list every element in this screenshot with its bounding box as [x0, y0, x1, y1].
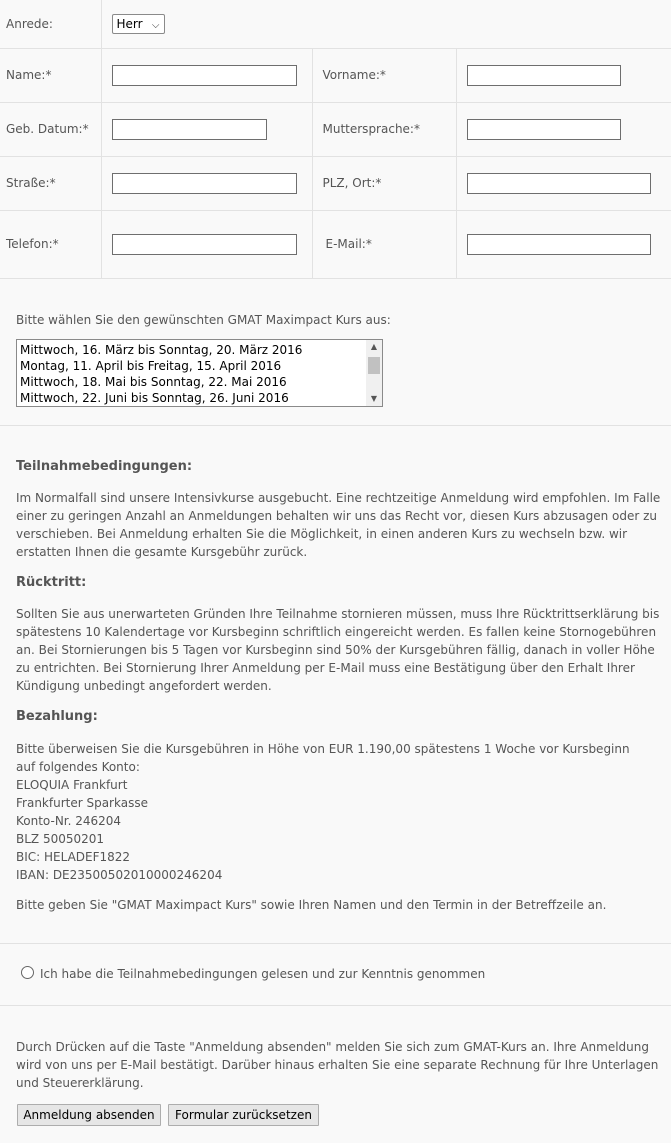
- course-listbox[interactable]: [16, 339, 383, 407]
- bezahlung-intro: Bitte überweisen Sie die Kursgebühren in Höhe von EUR 1.190,00 spätestens 1 Woche vor Kursbeginn auf folgendes Konto:: [16, 742, 630, 774]
- vorname-input[interactable]: [467, 65, 621, 86]
- name-label: Name:*: [0, 48, 101, 102]
- muttersprache-input[interactable]: [467, 119, 621, 140]
- bank-line: Konto-Nr. 246204: [16, 814, 122, 828]
- bank-line: BIC: HELADEF1822: [16, 850, 131, 864]
- anrede-label: Anrede:: [0, 0, 101, 48]
- strasse-input[interactable]: [112, 173, 297, 194]
- telefon-input[interactable]: [112, 234, 297, 255]
- submit-note: Durch Drücken auf die Taste "Anmeldung absenden" melden Sie sich zum GMAT-Kurs an. Ihre Anmeldung wird von uns per E-Mail bestätigt. Darüber hinaus erhalten Sie eine separate Rechnung für Ihre Unterlagen und Steuererklärung.: [16, 1040, 659, 1090]
- email-label: E-Mail:*: [312, 210, 456, 278]
- bank-line: IBAN: DE23500502010000246204: [16, 868, 223, 882]
- consent-label: Ich habe die Teilnahmebedingungen gelesen und zur Kenntnis genommen: [40, 967, 486, 981]
- plz-ort-input[interactable]: [467, 173, 651, 194]
- listbox-scrollbar[interactable]: [366, 340, 382, 406]
- anrede-select[interactable]: [112, 14, 165, 34]
- course-option[interactable]: Mittwoch, 16. März bis Sonntag, 20. März 2016: [20, 343, 303, 357]
- divider: [0, 1005, 671, 1006]
- geb-datum-label: Geb. Datum:*: [0, 102, 101, 156]
- bank-line: BLZ 50050201: [16, 832, 105, 846]
- course-option[interactable]: Montag, 11. April bis Freitag, 15. April 2016: [20, 359, 282, 373]
- ruecktritt-title: Rücktritt:: [16, 575, 87, 590]
- geb-datum-input[interactable]: [112, 119, 267, 140]
- terms-title: Teilnahmebedingungen:: [16, 459, 193, 474]
- muttersprache-label: Muttersprache:*: [312, 102, 456, 156]
- course-option[interactable]: Mittwoch, 18. Mai bis Sonntag, 22. Mai 2016: [20, 375, 287, 389]
- email-input[interactable]: [467, 234, 651, 255]
- strasse-label: Straße:*: [0, 156, 101, 210]
- bank-details: [16, 776, 416, 884]
- bezahlung-title: Bezahlung:: [16, 709, 98, 724]
- scroll-up-icon[interactable]: ▲: [370, 342, 378, 351]
- scroll-thumb[interactable]: [368, 357, 380, 374]
- consent-radio[interactable]: [21, 966, 34, 979]
- chevron-down-icon: ⌵: [151, 19, 160, 31]
- terms-text: Im Normalfall sind unsere Intensivkurse ausgebucht. Eine rechtzeitige Anmeldung wird empfohlen. Im Falle einer zu geringen Anzahl an Anmeldungen behalten wir uns das Recht vor, diesen Kurs abzusagen oder zu verschieben. Bei Anmeldung erhalten Sie die Möglichkeit, in einen anderen Kurs zu wechseln bzw. wir erstatten Ihnen die gesamte Kursgebühr zurück.: [16, 491, 661, 559]
- course-prompt: Bitte wählen Sie den gewünschten GMAT Maximpact Kurs aus:: [16, 313, 391, 327]
- reset-form-button[interactable]: Formular zurücksetzen: [168, 1104, 319, 1126]
- scroll-down-icon[interactable]: ▼: [370, 394, 378, 403]
- ruecktritt-text: Sollten Sie aus unerwarteten Gründen Ihre Teilnahme stornieren müssen, muss Ihre Rücktrittserklärung bis spätestens 10 Kalendertage vor Kursbeginn schriftlich eingereicht werden. Es fallen keine Stornogebühren an. Bei Stornierungen bis 5 Tagen vor Kursbeginn sind 50% der Kursgebühren fällig, danach in voller Höhe zu entrichten. Bei Stornierung Ihrer Anmeldung per E-Mail muss eine Bestätigung über den Erhalt Ihrer Kündigung unbedingt angefordert werden.: [16, 607, 660, 693]
- plz-ort-label: PLZ, Ort:*: [312, 156, 456, 210]
- betreff-note: Bitte geben Sie "GMAT Maximpact Kurs" sowie Ihren Namen und den Termin in der Betreffzeile an.: [16, 898, 607, 912]
- divider: [0, 425, 671, 426]
- divider: [0, 943, 671, 944]
- name-input[interactable]: [112, 65, 297, 86]
- bank-line: ELOQUIA Frankfurt: [16, 778, 128, 792]
- send-registration-button[interactable]: Anmeldung absenden: [17, 1104, 161, 1126]
- anrede-select-value: Herr: [116, 16, 143, 31]
- bank-line: Frankfurter Sparkasse: [16, 796, 148, 810]
- vorname-label: Vorname:*: [312, 48, 456, 102]
- course-option[interactable]: Mittwoch, 22. Juni bis Sonntag, 26. Juni 2016: [20, 391, 289, 405]
- registration-form-table: [0, 0, 671, 279]
- telefon-label: Telefon:*: [0, 210, 101, 278]
